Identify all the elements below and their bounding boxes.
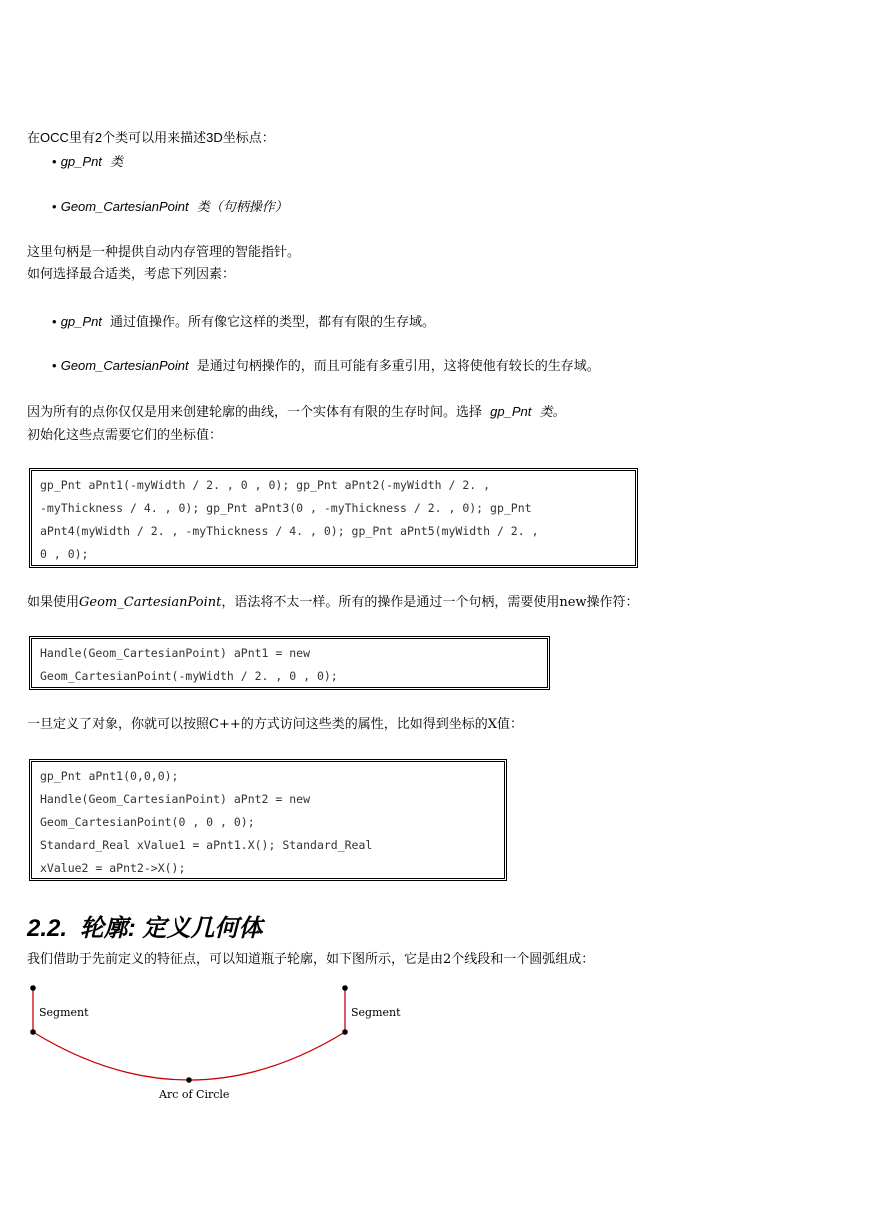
section-heading [27,908,262,943]
point-1 [30,985,36,991]
bullet-geom-cartesian-point: • Geom_CartesianPoint 类（句柄操作） [52,199,288,215]
choice-line2: 初始化这些点需要它们的坐标值： [27,428,223,443]
code-block-handle [29,636,550,690]
point-3 [186,1077,192,1083]
code-block-points [29,468,638,568]
code-line: 0 , 0); [40,547,89,561]
section-number: 2.2. [27,915,68,942]
class-name: Geom_CartesianPoint [60,199,189,214]
label-segment-left: Segment [39,1006,89,1019]
point-4 [342,1029,348,1035]
class-name: gp_Pnt [60,154,102,169]
code-line: gp_Pnt aPnt1(-myWidth / 2. , 0 , 0); gp_Pnt aPnt2(-myWidth / 2. , [40,478,491,492]
point-5 [342,985,348,991]
class-name: gp_Pnt [490,404,532,419]
geom-note: 如果使用Geom_CartesianPoint，语法将不太一样。所有的操作是通过一个句柄，需要使用new操作符： [27,595,639,610]
section-title: 轮廓: 定义几何体 [79,915,263,942]
code-line: aPnt4(myWidth / 2. , -myThickness / 4. , 0); gp_Pnt aPnt5(myWidth / 2. , [40,524,539,538]
class-name: Geom_CartesianPoint [79,595,222,610]
code-line: Handle(Geom_CartesianPoint) aPnt2 = new [40,792,311,806]
factor-geom-cartesian-point: • Geom_CartesianPoint 是通过句柄操作的，而且可能有多重引用，这将使他有较长的生存域。 [52,358,600,374]
class-name: gp_Pnt [60,314,102,329]
code-line: Standard_Real xValue1 = aPnt1.X(); Standard_Real [40,838,373,852]
point-2 [30,1029,36,1035]
bullet-gp-pnt: • gp_Pnt 类 [52,154,124,170]
code-block-access [29,759,507,881]
factor-gp-pnt: • gp_Pnt 通过值操作。所有像它这样的类型，都有有限的生存域。 [52,314,436,330]
code-line: -myThickness / 4. , 0); gp_Pnt aPnt3(0 , -myThickness / 2. , 0); gp_Pnt [40,501,532,515]
label-segment-right: Segment [351,1006,401,1019]
code-line: Geom_CartesianPoint(-myWidth / 2. , 0 , 0); [40,669,338,683]
class-name: Geom_CartesianPoint [60,358,189,373]
intro-line: 在OCC里有2个类可以用来描述3D坐标点： [27,130,275,145]
choice-line: 因为所有的点你仅仅是用来创建轮廓的曲线，一个实体有有限的生存时间。选择 gp_Pnt 类。 [27,404,566,420]
handle-note-line2: 如何选择最合适类，考虑下列因素： [27,267,236,282]
code-line: Handle(Geom_CartesianPoint) aPnt1 = new [40,646,311,660]
profile-note: 我们借助于先前定义的特征点，可以知道瓶子轮廓，如下图所示，它是由2个线段和一个圆弧组成： [27,952,595,967]
profile-figure [20,980,420,1110]
code-line: gp_Pnt aPnt1(0,0,0); [40,769,179,783]
handle-note-line1: 这里句柄是一种提供自动内存管理的智能指针。 [27,245,301,260]
arc-of-circle [33,1032,345,1080]
label-arc-of-circle: Arc of Circle [159,1088,230,1101]
code-line: Geom_CartesianPoint(0 , 0 , 0); [40,815,255,829]
access-note: 一旦定义了对象，你就可以按照C++的方式访问这些类的属性，比如得到坐标的X值： [27,717,523,732]
code-line: xValue2 = aPnt2->X(); [40,861,186,875]
